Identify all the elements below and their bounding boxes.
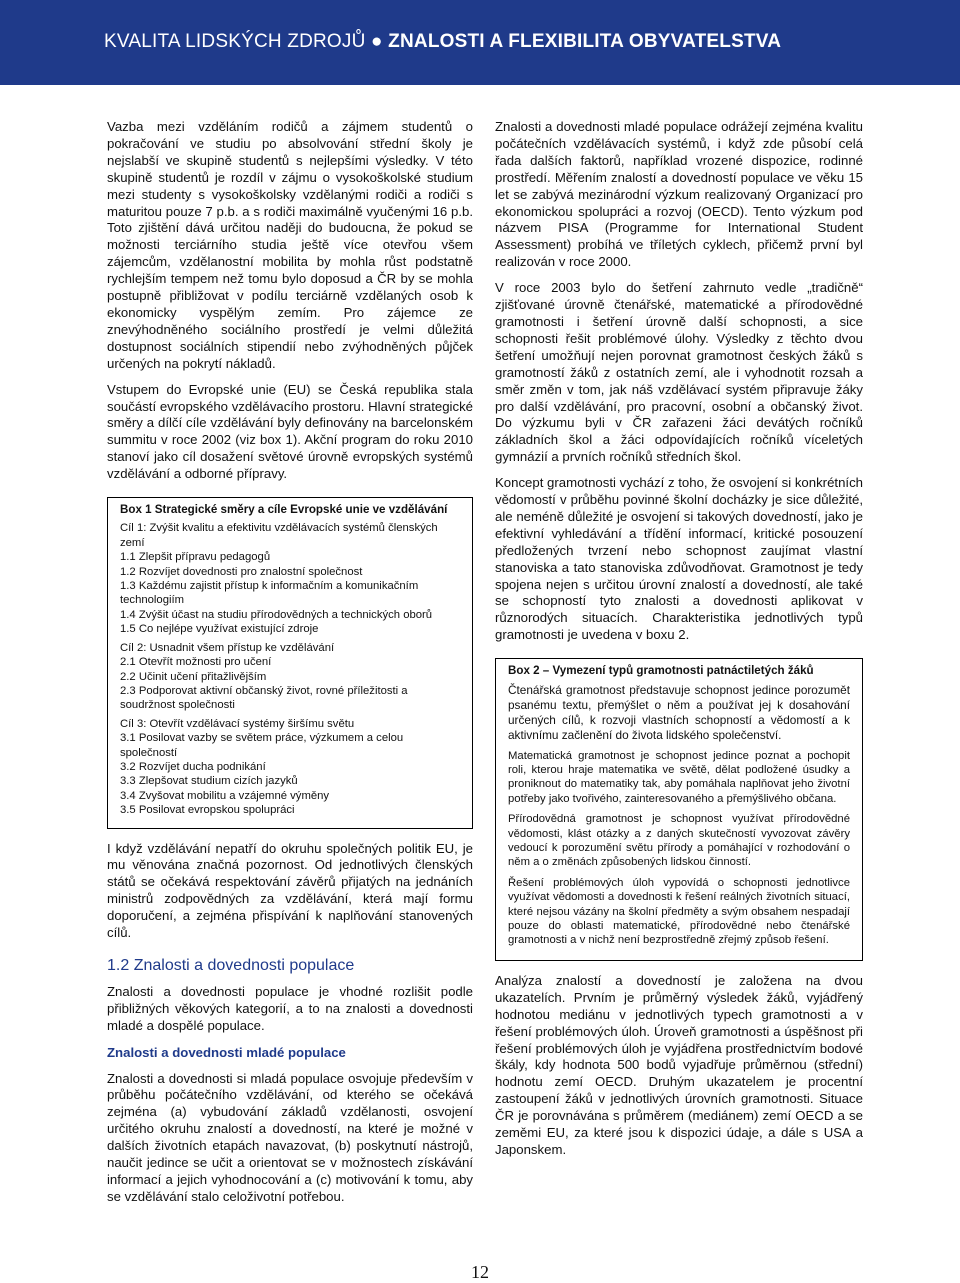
goal-item: 1.2 Rozvíjet dovednosti pro znalostní společnost [120, 565, 363, 578]
box-paragraph: Přírodovědná gramotnost je schopnost využívat přírodovědné vědomosti, klást otázky a z daných skutečností vyvozovat závěry vedoucí k porozumění světu přírody a pomáhající v rozhodování o něm a o změnách způsobených lidskou činností. [508, 813, 850, 869]
goal-item: 2.3 Podporovat aktivní občanský život, rovné příležitosti a soudržnost společnosti [120, 684, 408, 712]
goal-heading: Cíl 2: Usnadnit všem přístup ke vzdělávání [120, 641, 335, 654]
goal-item: 1.3 Každému zajistit přístup k informačním a komunikačním technologiím [120, 580, 419, 607]
goal-item: 1.1 Zlepšit přípravu pedagogů [120, 551, 271, 564]
paragraph: Koncept gramotnosti vychází z toho, že osvojení si konkrétních vědomostí v průběhu povinné školní docházky je sice důležité, ale neméně důležité je osvojení si takových dovedností, jako je efektivní vyhledávání a třídění informací, kritické posouzení předložených tvrzení nebo schopnost zaujímat vlastní stanoviska a tato stanoviska zdůvodňovat. Gramotnost je tedy spojena nejen s určitou úrovní znalostí a dovedností, ale také se schopností tyto znalosti a dovednosti aplikovat v různorodých situacích. Charakteristika jednotlivých typů gramotnosti je uvedena v boxu 2. [495, 475, 863, 643]
paragraph: Znalosti a dovednosti mladé populace odrážejí zejména kvalitu počátečních vzdělávacích systémů, i když zde působí celá řada dalších faktorů, například vrozené dispozice, rodinné prostředí. Měřením znalostí a dovedností populace ve věku 15 let se zabývá mezinárodní výzkum realizovaný Organizací pro ekonomickou spolupráci a rozvoj (OECD). Tento výzkum pod názvem PISA (Programme for International Student Assessment) probíhá ve tříletých cyklech, přičemž první byl realizován v roce 2000. [495, 119, 863, 270]
paragraph: Analýza znalostí a dovedností je založena na dvou ukazatelích. Prvním je průměrný výsledek žáků, vyjádřený hodnotou mediánu v jednotlivých typech gramotnosti a v řešení problémových úloh. Úroveň gramotnosti a úspěšnost při řešení problémových úloh je vyjádřena prostřednictvím bodové škály, kdy hodnota 500 bodů vyjadřuje průměrnou (střední) hodnotu zemí OECD. Druhým ukazatelem je procentní zastoupení žáků v jednotlivých úrovních gramotnosti. Situace ČR je porovnávána s průměrem (mediánem) zemí OECD a se zeměmi EU, za které jsou k dispozici údaje, a dále s USA a Japonskem. [495, 972, 863, 1157]
goal-item: 3.4 Zvyšovat mobilitu a vzájemné výměny [120, 789, 330, 802]
header-banner [0, 0, 960, 85]
goal-group [120, 717, 460, 818]
paragraph: Vstupem do Evropské unie (EU) se Česká republika stala součástí evropského vzdělávacího prostoru. Hlavní strategické směry a dílčí cíle vzdělávání byly definovány na barcelonském summitu v roce 2002 (viz box 1). Akční program do roku 2010 stanoví jako cíl dosažení světové úrovně evropských systémů vzdělávání a odborné přípravy. [107, 381, 473, 482]
header-bullet: ● [371, 31, 383, 52]
goal-item: 3.3 Zlepšovat studium cizích jazyků [120, 775, 298, 788]
box-paragraph: Matematická gramotnost je schopnost jedince poznat a pochopit roli, kterou hraje matematika ve světě, dělat podložené úsudky a proniknout do matematiky tak, aby pomáhala naplňovat jeho životní potřeby jako tvořivého, zainteresovaného a přemýšlivého občana. [508, 749, 850, 805]
box-1 [107, 497, 473, 829]
goal-item: 2.2 Učinit učení přitažlivějším [120, 670, 267, 683]
box-2 [495, 658, 863, 961]
right-column [495, 119, 863, 1168]
subsection-heading: Znalosti a dovednosti mladé populace [107, 1044, 346, 1060]
page-number: 12 [471, 1262, 489, 1282]
goal-item: 3.1 Posilovat vazby se světem práce, výzkumem a celou společností [120, 732, 404, 759]
goal-item: 2.1 Otevřít možnosti pro učení [120, 656, 272, 669]
goal-heading: Cíl 1: Zvýšit kvalitu a efektivitu vzdělávacích systémů členských zemí [120, 522, 438, 549]
box-paragraph: Čtenářská gramotnost představuje schopnost jedince porozumět psanému textu, přemýšlet o něm a používat jej k dosahování určených cílů, k rozvoji vlastních schopností a vědomostí a k aktivnímu začlenění do života lidského společenství. [508, 682, 850, 742]
header-left-title: KVALITA LIDSKÝCH ZDROJŮ [104, 31, 366, 52]
paragraph: V roce 2003 bylo do šetření zahrnuto vedle „tradičně“ zjišťované úrovně čtenářské, matematické a přírodovědné gramotnosti i šetření úrovně další schopnosti, a sice schopnosti řešit problémové úlohy. Výsledky z těchto dvou šetření umožňují nejen porovnat gramotnost českých žáků s gramotností žáků z ostatních zemí, ale i vyhodnotit rozsah a směr změn v tom, jak náš vzdělávací systém připravuje žáky pro další vzdělávání, pro pracovní, osobní a občanský život. Do výzkumu byli v ČR zařazeni žáci devátých ročníků základních škol a žáci odpovídajících ročníků víceletých gymnázií a prvních ročníků středních škol. [495, 280, 863, 465]
box-paragraph: Řešení problémových úloh vypovídá o schopnosti jednotlivce využívat vědomosti a dovednosti k řešení reálných životních situací, které nejsou vázány na školní předměty a svým obsahem nespadají pouze do oblasti matematické, přírodovědné nebo čtenářské gramotnosti a v nichž není bezprostředně zřejmý způsob řešení. [508, 876, 850, 947]
goal-item: 1.4 Zvýšit účast na studiu přírodovědných a technických oborů [120, 608, 433, 621]
paragraph: Znalosti a dovednosti si mladá populace osvojuje především v průběhu počátečního vzdělávání, od kterého se očekává zejména (a) vybudování základů vzdělanosti, osvojení určitého okruhu znalostí a dovedností, na které je možné v dalších životních etapách navazovat, (b) poskytnutí nástrojů, naučit jedince se učit a orientovat se v možnostech získávání informací a jejich vyhodnocování a (c) motivování k tomu, aby se vzdělávání stalo celoživotní potřebou. [107, 1070, 473, 1204]
goal-group [120, 641, 460, 713]
goal-item: 3.5 Posilovat evropskou spolupráci [120, 804, 295, 817]
box-title: Box 2 – Vymezení typů gramotnosti patnáctiletých žáků [508, 664, 814, 678]
left-column [107, 119, 473, 1215]
goal-item: 3.2 Rozvíjet ducha podnikání [120, 760, 266, 773]
goal-group [120, 521, 460, 636]
goal-item: 1.5 Co nejlépe využívat existující zdroje [120, 623, 319, 636]
paragraph: I když vzdělávání nepatří do okruhu společných politik EU, je mu věnována značná pozornost. Od jednotlivých členských států se očekává respektování závěrů přijatých na jednáních ministrů zodpovědných za vzdělávání, která mají formu doporučení, a zejména přispívání k naplňování stanovených cílů. [107, 840, 473, 941]
paragraph: Vazba mezi vzděláním rodičů a zájmem studentů o pokračování ve studiu po absolvování střední školy je nejslabší ve skupině studentů s nejlepšími výsledky. V této skupině studentů je rozdíl v zájmu o vysokoškolské studium mezi studenty s vysokoškolsky vzdělanými rodiči a rodiči s maturitou pouze 7 p.b. a s rodiči maximálně vyučenými 16 p.b. Toto zjištění dává určitou naději do budoucna, že pokud se možnosti terciárního studia ještě více otevřou všem zájemcům, vzdělanostní mobilita by mohla růst podstatně rychlejším tempem než tomu bylo doposud a ČR by se mohla postupně přibližovat v podílu terciárně vzdělaných osob k ekonomicky vyspělým zemím. Pro zájemce ze znevýhodněného sociálního prostředí je velmi důležitá dostupnost sociálních stipendií nebo zvýhodněných půjček určených na pokrytí nákladů. [107, 119, 473, 371]
paragraph: Znalosti a dovednosti populace je vhodné rozlišit podle přibližných věkových kategorií, a to na znalosti a dovednosti mladé a dospělé populace. [107, 983, 473, 1033]
goal-heading: Cíl 3: Otevřít vzdělávací systémy širšímu světu [120, 717, 355, 730]
header-right-title: ZNALOSTI A FLEXIBILITA OBYVATELSTVA [388, 31, 782, 52]
box-title: Box 1 Strategické směry a cíle Evropské unie ve vzdělávání [120, 503, 448, 517]
section-heading: 1.2 Znalosti a dovednosti populace [107, 957, 355, 974]
